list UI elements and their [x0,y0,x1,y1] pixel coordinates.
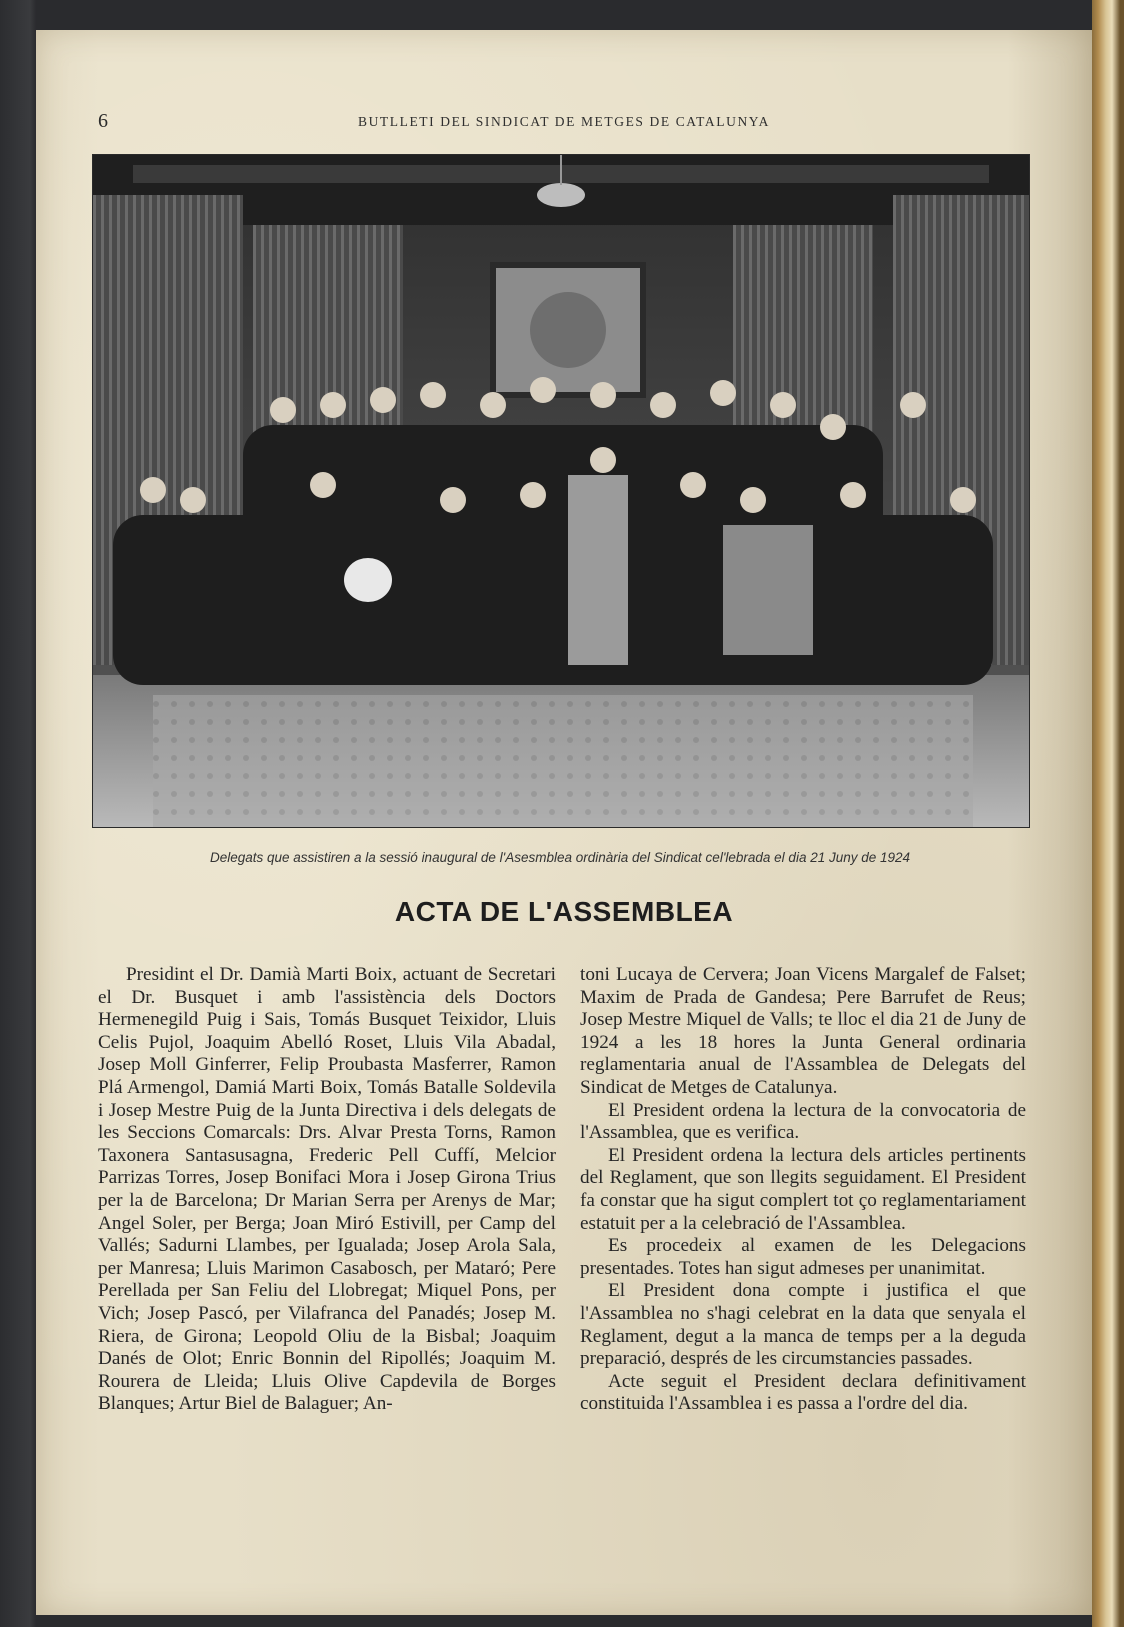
text-column-left [98,964,556,1416]
running-head: BUTLLETI DEL SINDICAT DE METGES DE CATALUNYA [357,114,771,129]
article-title: ACTA DE L'ASSEMBLEA [394,896,734,927]
page-number: 6 [98,110,108,132]
paragraph: El President ordena la lectura de la convocatoria de l'Assamblea, que es verifica. [580,1099,1026,1144]
paragraph: Presidint el Dr. Damià Marti Boix, actuant de Secretari el Dr. Busquet i amb l'assistència dels Doctors Hermenegild Puig i Sais, Tomás Busquet Teixidor, Lluis Celis Pujol, Joaquim Abelló Roset, Lluis Vila Abadal, Josep Moll Ginferrer, Felip Proubasta Masferrer, Ramon Plá Armengol, Damiá Marti Boix, Tomás Batalle Soldevila i Josep Mestre Puig de la Junta Directiva i dels delegats de les Seccions Comarcals: Drs. Alvar Presta Torns, Ramon Taxonera Santasusagna, Frederic Pell Cuffí, Melcior Parrizas Torres, Josep Bonifaci Mora i Josep Girona Trius per la de Barcelona; Dr Marian Serra per Arenys de Mar; Angel Soler, per Berga; Joan Miró Estivill, per Camp del Vallés; Sadurni Llambes, per Igualada; Josep Arola Sala, per Manresa; Lluis Marimon Casabosch, per Mataró; Pere Perellada per San Feliu del Llobregat; Miquel Pons, per Vich; Josep Pascó, per Vilafranca del Panadés; Josep M. Riera, de Girona; Leopold Oliu de la Bisbal; Joaquim Danés de Olot; Enric Bonnin del Ripollés; Joaquim M. Rourera de Lleida; Lluis Olive Capdevila de Borges Blanques; Artur Biel de Balaguer; An- [98,964,556,1415]
paragraph: Acte seguit el President declara definitivament constituida l'Assamblea i es passa a l'ordre del dia. [580,1370,1026,1415]
book-spine-edge [1092,0,1124,1627]
text-column-right [580,964,1026,1416]
paragraph: El President dona compte i justifica el que l'Assamblea no s'hagi celebrat en la data que senyala el Reglament, degut a la manca de temps per a la deguda preparació, després de les circumstancies passades. [580,1280,1026,1370]
group-photograph [92,154,1030,828]
paragraph: El President ordena la lectura dels articles pertinents del Reglament, que son llegits seguidament. El President fa constar que ha sigut complert tot ço reglamentariament estatuit per a la celebració de l'Assamblea. [580,1144,1026,1234]
book-page [36,30,1092,1615]
photo-caption: Delegats que assistiren a la sessió inaugural de l'Asesmblea ordinària del Sindicat cel'lebrada el dia 21 Juny de 1924 [209,850,911,865]
group-photograph-illustration [93,155,1029,827]
paragraph: Es procedeix al examen de les Delegacions presentades. Totes han sigut admeses per unanimitat. [580,1235,1026,1279]
paragraph-continuation: toni Lucaya de Cervera; Joan Vicens Margalef de Falset; Maxim de Prada de Gandesa; Pere Barrufet de Reus; Josep Mestre Miquel de Valls; te lloc el dia 21 de Juny de 1924 a les 18 hores la Junta General ordinaria reglamentaria anual de l'Assamblea de Delegats del Sindicat de Metges de Catalunya. [580,964,1026,1098]
